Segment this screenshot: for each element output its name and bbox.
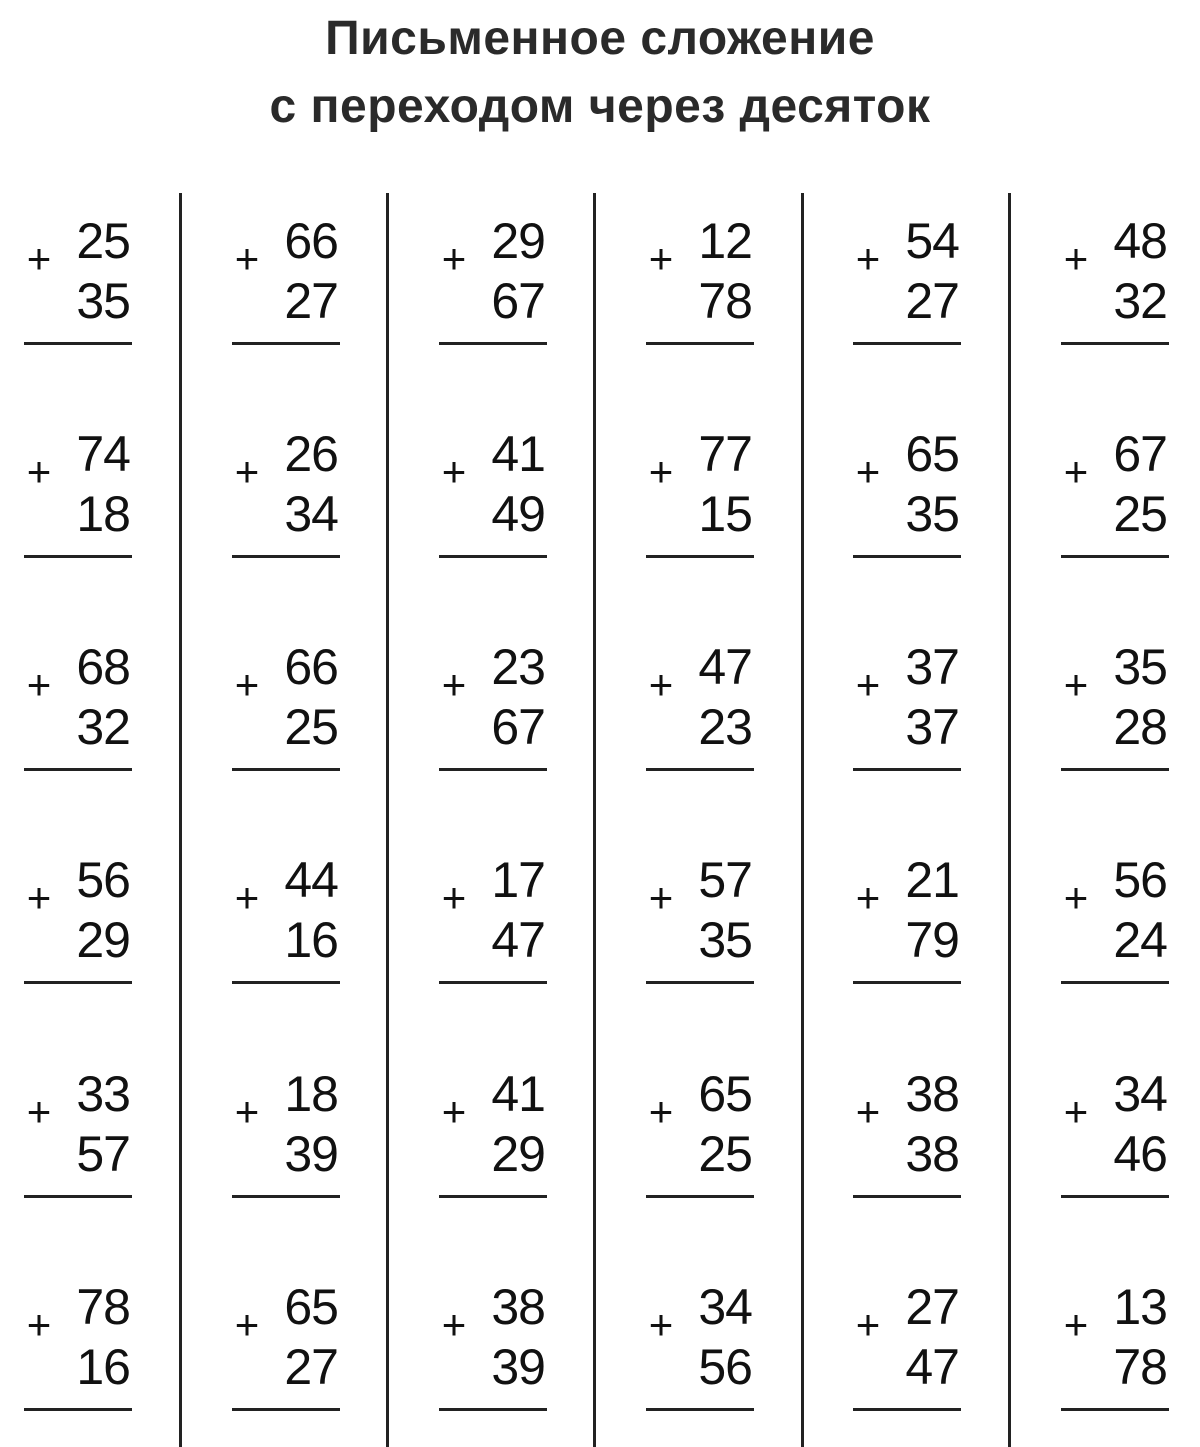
first-addend: 29 [491, 213, 545, 269]
answer-line [232, 1408, 340, 1411]
column-divider [593, 193, 596, 1447]
first-addend: 18 [284, 1066, 338, 1122]
answer-line [853, 1195, 961, 1198]
plus-sign: + [26, 1088, 52, 1135]
first-addend: 56 [76, 852, 130, 908]
second-addend: 24 [1113, 912, 1167, 968]
second-addend: 79 [905, 912, 959, 968]
answer-line [24, 1408, 132, 1411]
column-divider [801, 193, 804, 1447]
second-addend: 15 [698, 486, 752, 542]
addition-problem [853, 622, 963, 755]
second-addend: 16 [284, 912, 338, 968]
first-addend: 68 [76, 639, 130, 695]
second-addend: 28 [1113, 699, 1167, 755]
plus-sign: + [26, 661, 52, 708]
addition-problem [24, 622, 134, 755]
plus-sign: + [234, 235, 260, 282]
second-addend: 35 [905, 486, 959, 542]
first-addend: 66 [284, 213, 338, 269]
second-addend: 27 [284, 1339, 338, 1395]
answer-line [439, 555, 547, 558]
first-addend: 67 [1113, 426, 1167, 482]
second-addend: 23 [698, 699, 752, 755]
first-addend: 41 [491, 426, 545, 482]
second-addend: 16 [76, 1339, 130, 1395]
second-addend: 56 [698, 1339, 752, 1395]
first-addend: 44 [284, 852, 338, 908]
answer-line [439, 768, 547, 771]
addition-problem [439, 1049, 549, 1182]
plus-sign: + [441, 448, 467, 495]
column-divider [386, 193, 389, 1447]
plus-sign: + [234, 448, 260, 495]
addition-problem [232, 1049, 342, 1182]
first-addend: 57 [698, 852, 752, 908]
addition-problem [853, 1262, 963, 1395]
plus-sign: + [234, 661, 260, 708]
answer-line [24, 768, 132, 771]
addition-problem [1061, 1049, 1171, 1182]
answer-line [439, 1195, 547, 1198]
first-addend: 26 [284, 426, 338, 482]
second-addend: 29 [76, 912, 130, 968]
second-addend: 29 [491, 1126, 545, 1182]
plus-sign: + [855, 1301, 881, 1348]
plus-sign: + [1063, 1088, 1089, 1135]
addition-problem [646, 1049, 756, 1182]
first-addend: 17 [491, 852, 545, 908]
plus-sign: + [648, 1088, 674, 1135]
first-addend: 35 [1113, 639, 1167, 695]
second-addend: 32 [1113, 273, 1167, 329]
first-addend: 38 [491, 1279, 545, 1335]
answer-line [232, 555, 340, 558]
first-addend: 25 [76, 213, 130, 269]
second-addend: 25 [1113, 486, 1167, 542]
plus-sign: + [855, 1088, 881, 1135]
first-addend: 65 [284, 1279, 338, 1335]
plus-sign: + [855, 448, 881, 495]
addition-problem [24, 1262, 134, 1395]
answer-line [646, 1408, 754, 1411]
plus-sign: + [234, 1301, 260, 1348]
plus-sign: + [648, 448, 674, 495]
column-divider [179, 193, 182, 1447]
answer-line [24, 555, 132, 558]
answer-line [1061, 342, 1169, 345]
first-addend: 33 [76, 1066, 130, 1122]
answer-line [1061, 1195, 1169, 1198]
first-addend: 66 [284, 639, 338, 695]
second-addend: 67 [491, 273, 545, 329]
plus-sign: + [441, 1088, 467, 1135]
second-addend: 25 [284, 699, 338, 755]
addition-problem [232, 622, 342, 755]
second-addend: 57 [76, 1126, 130, 1182]
plus-sign: + [1063, 874, 1089, 921]
answer-line [232, 981, 340, 984]
plus-sign: + [648, 661, 674, 708]
first-addend: 34 [698, 1279, 752, 1335]
second-addend: 32 [76, 699, 130, 755]
addition-problem [646, 1262, 756, 1395]
second-addend: 37 [905, 699, 959, 755]
second-addend: 25 [698, 1126, 752, 1182]
second-addend: 38 [905, 1126, 959, 1182]
first-addend: 37 [905, 639, 959, 695]
addition-problem [1061, 196, 1171, 329]
first-addend: 54 [905, 213, 959, 269]
addition-problem [232, 835, 342, 968]
second-addend: 39 [491, 1339, 545, 1395]
first-addend: 34 [1113, 1066, 1167, 1122]
second-addend: 67 [491, 699, 545, 755]
second-addend: 34 [284, 486, 338, 542]
answer-line [1061, 555, 1169, 558]
second-addend: 78 [698, 273, 752, 329]
plus-sign: + [234, 874, 260, 921]
answer-line [853, 555, 961, 558]
second-addend: 35 [698, 912, 752, 968]
second-addend: 27 [284, 273, 338, 329]
plus-sign: + [234, 1088, 260, 1135]
addition-problem [1061, 409, 1171, 542]
first-addend: 38 [905, 1066, 959, 1122]
first-addend: 41 [491, 1066, 545, 1122]
second-addend: 78 [1113, 1339, 1167, 1395]
plus-sign: + [648, 874, 674, 921]
addition-problem [439, 622, 549, 755]
second-addend: 47 [491, 912, 545, 968]
addition-problem [853, 196, 963, 329]
answer-line [24, 981, 132, 984]
column-divider [1008, 193, 1011, 1447]
second-addend: 35 [76, 273, 130, 329]
second-addend: 39 [284, 1126, 338, 1182]
answer-line [646, 342, 754, 345]
first-addend: 13 [1113, 1279, 1167, 1335]
plus-sign: + [26, 874, 52, 921]
answer-line [646, 555, 754, 558]
first-addend: 48 [1113, 213, 1167, 269]
answer-line [232, 768, 340, 771]
addition-problem [646, 622, 756, 755]
second-addend: 46 [1113, 1126, 1167, 1182]
addition-problem [646, 196, 756, 329]
addition-problem [1061, 835, 1171, 968]
first-addend: 65 [905, 426, 959, 482]
addition-problem [646, 835, 756, 968]
plus-sign: + [1063, 235, 1089, 282]
answer-line [1061, 1408, 1169, 1411]
first-addend: 12 [698, 213, 752, 269]
first-addend: 77 [698, 426, 752, 482]
plus-sign: + [648, 235, 674, 282]
answer-line [646, 981, 754, 984]
first-addend: 74 [76, 426, 130, 482]
plus-sign: + [441, 874, 467, 921]
second-addend: 49 [491, 486, 545, 542]
plus-sign: + [441, 235, 467, 282]
first-addend: 27 [905, 1279, 959, 1335]
second-addend: 18 [76, 486, 130, 542]
answer-line [24, 342, 132, 345]
second-addend: 27 [905, 273, 959, 329]
plus-sign: + [441, 1301, 467, 1348]
first-addend: 23 [491, 639, 545, 695]
addition-problem [853, 1049, 963, 1182]
plus-sign: + [855, 235, 881, 282]
answer-line [232, 1195, 340, 1198]
addition-problem [853, 409, 963, 542]
first-addend: 56 [1113, 852, 1167, 908]
addition-problem [1061, 622, 1171, 755]
worksheet-title-line2: с переходом через десяток [269, 80, 931, 133]
plus-sign: + [441, 661, 467, 708]
first-addend: 21 [905, 852, 959, 908]
first-addend: 47 [698, 639, 752, 695]
answer-line [1061, 981, 1169, 984]
addition-problem [232, 1262, 342, 1395]
plus-sign: + [26, 1301, 52, 1348]
addition-problem [439, 409, 549, 542]
plus-sign: + [855, 874, 881, 921]
plus-sign: + [1063, 661, 1089, 708]
first-addend: 78 [76, 1279, 130, 1335]
addition-problem [646, 409, 756, 542]
second-addend: 47 [905, 1339, 959, 1395]
answer-line [439, 1408, 547, 1411]
answer-line [24, 1195, 132, 1198]
answer-line [646, 1195, 754, 1198]
addition-problem [24, 409, 134, 542]
plus-sign: + [26, 448, 52, 495]
first-addend: 65 [698, 1066, 752, 1122]
answer-line [853, 1408, 961, 1411]
answer-line [439, 342, 547, 345]
addition-problem [24, 835, 134, 968]
addition-problem [232, 196, 342, 329]
addition-problem [24, 1049, 134, 1182]
addition-problem [439, 1262, 549, 1395]
worksheet-title-line1: Письменное сложение [325, 12, 875, 65]
plus-sign: + [648, 1301, 674, 1348]
answer-line [853, 342, 961, 345]
answer-line [1061, 768, 1169, 771]
plus-sign: + [1063, 1301, 1089, 1348]
addition-problem [439, 835, 549, 968]
plus-sign: + [1063, 448, 1089, 495]
answer-line [853, 981, 961, 984]
addition-problem [24, 196, 134, 329]
addition-problem [439, 196, 549, 329]
plus-sign: + [26, 235, 52, 282]
addition-problem [853, 835, 963, 968]
addition-problem [232, 409, 342, 542]
answer-line [439, 981, 547, 984]
answer-line [646, 768, 754, 771]
plus-sign: + [855, 661, 881, 708]
addition-problem [1061, 1262, 1171, 1395]
answer-line [232, 342, 340, 345]
answer-line [853, 768, 961, 771]
